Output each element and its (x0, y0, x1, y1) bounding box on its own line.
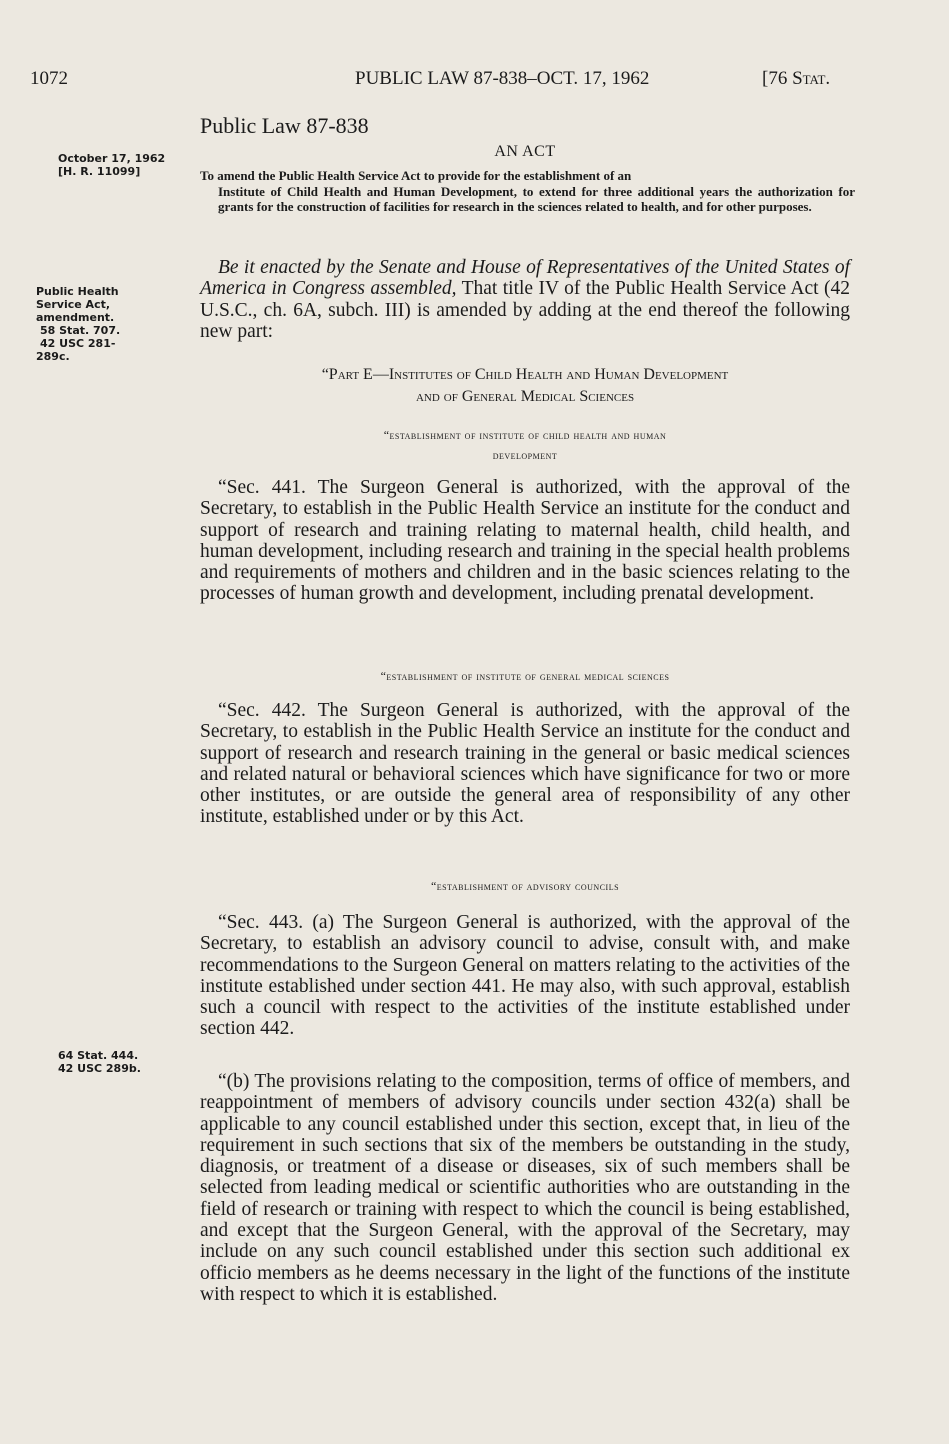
section-heading-441 (200, 425, 850, 465)
part-title (200, 364, 850, 408)
section-heading-line: “establishment of institute of child health and human (383, 428, 667, 442)
part-title-line: “Part E—Institutes of Child Health and Human Development (321, 366, 729, 383)
section-443a-text: “Sec. 443. (a) The Surgeon General is authorized, with the approval of the Secretary, to establish an advisory council to advise, consult with, and make recommendations to the Surgeon General on matters relating to the activities of the institute established under section 441. He may also, with such approval, establish such a council with respect to the activities of the institute established under section 442. (200, 912, 850, 1040)
margin-amend-line: amendment. (36, 311, 115, 324)
margin-bill: [H. R. 11099] (58, 165, 141, 178)
section-heading-443: “establishment of advisory councils (430, 879, 620, 893)
section-heading-442: “establishment of institute of general medical sciences (380, 669, 670, 683)
enacting-clause (200, 257, 850, 342)
act-heading: AN ACT (494, 143, 556, 160)
section-442-text: “Sec. 442. The Surgeon General is authorized, with the approval of the Secretary, to establish in the Public Health Service an institute for the conduct and support of research and research training in the general or basic medical sciences and related natural or behavioral sciences which have significance for two or more other institutes, or are outside the general area of responsibility of any other institute, established under or by this Act. (200, 700, 850, 828)
section-heading-line: development (492, 448, 558, 462)
margin-cite-line: 64 Stat. 444. (58, 1049, 139, 1062)
part-title-line: and of General Medical Sciences (415, 388, 635, 405)
margin-cite-line: 42 USC 289b. (58, 1062, 141, 1075)
margin-amend-line: 289c. (36, 350, 70, 363)
margin-note-amendment (36, 285, 206, 363)
enacting-formula: Be it enacted by the Senate and House of Representatives of the United States of America in Congress assembled, (200, 257, 850, 300)
margin-amend-line: 58 Stat. 707. (40, 324, 121, 337)
running-title: PUBLIC LAW 87-838–OCT. 17, 1962 (355, 68, 650, 89)
margin-amend-line: Public Health (36, 285, 119, 298)
section-441-text: “Sec. 441. The Surgeon General is authorized, with the approval of the Secretary, to establish in the Public Health Service an institute for the conduct and support of research and training relating to maternal health, child health, and human development, including research and training in the special health problems and requirements of mothers and children and in the basic sciences relating to the processes of human growth and development, including prenatal development. (200, 477, 850, 605)
section-443b-text: “(b) The provisions relating to the composition, terms of office of members, and reappointment of members of advisory councils under section 432(a) shall be applicable to any council established under this section, except that, in lieu of the requirement in such sections that six of the members be outstanding in the study, diagnosis, or treatment of a disease or diseases, six of such members shall be selected from leading medical or scientific authorities who are outstanding in the field of research or training with respect to which the council is being established, and except that the Surgeon General, with the approval of the Secretary, may include on any such council established under this section such additional ex officio members as he deems necessary in the light of the functions of the institute with respect to which it is established. (200, 1071, 850, 1305)
margin-date: October 17, 1962 (58, 152, 166, 165)
margin-amend-line: Service Act, (36, 298, 111, 311)
page-number: 1072 (30, 68, 68, 89)
margin-amend-line: 42 USC 281- (40, 337, 116, 350)
law-title: Public Law 87-838 (200, 113, 369, 138)
purpose-rest: Institute of Child Health and Human Development, to extend for three additional years the authorization for grants for the construction of facilities for research in the sciences related to health, and for other purposes. (218, 183, 855, 214)
purpose-first-line: To amend the Public Health Service Act to provide for the establishment of an (200, 168, 632, 183)
enacting-text: That title IV of the Public Health Service Act (42 U.S.C., ch. 6A, subch. III) is amended by adding at the end thereof the following new part: (200, 278, 850, 342)
volume-reference: [76 Stat. (762, 68, 831, 89)
act-purpose (200, 168, 855, 215)
